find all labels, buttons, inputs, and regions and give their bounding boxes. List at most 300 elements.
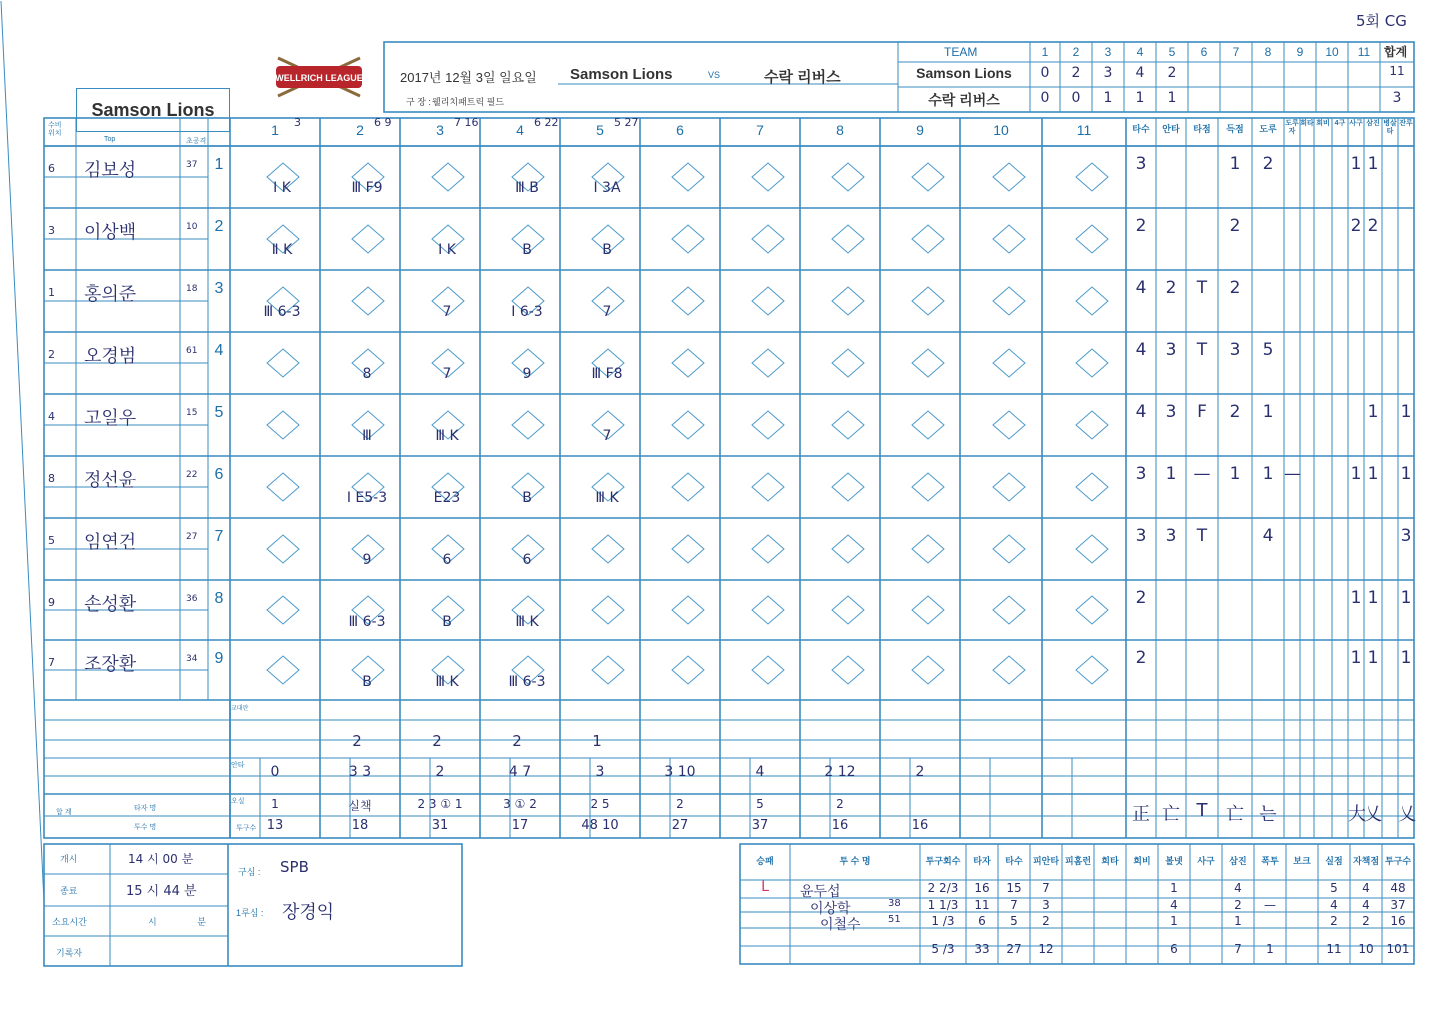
pitching-header: 승패 bbox=[756, 856, 774, 866]
inning-hits: 2 bbox=[915, 764, 925, 780]
play-mark: Ⅲ K bbox=[435, 428, 459, 444]
base-diamond bbox=[267, 411, 299, 439]
left-on-base: 2 bbox=[512, 732, 522, 750]
base-diamond bbox=[832, 163, 864, 191]
batter-position: 9 bbox=[48, 596, 55, 609]
sum-label: 합 계 bbox=[56, 809, 72, 816]
base-diamond bbox=[752, 349, 784, 377]
batter-position: 6 bbox=[48, 162, 55, 175]
base-diamond bbox=[672, 656, 704, 684]
play-mark: Ⅲ F9 bbox=[351, 180, 383, 196]
plate-umpire-label: 구심 : bbox=[238, 867, 261, 877]
linescore-inning-9: 9 bbox=[1296, 45, 1304, 59]
play-mark: Ⅲ B bbox=[515, 180, 539, 196]
inning-out-mark: 6 9 bbox=[374, 116, 392, 129]
pitcher-name: 이철수 bbox=[820, 917, 861, 933]
stat-header: 4구 bbox=[1334, 120, 1346, 127]
batter-number: 22 bbox=[186, 470, 198, 480]
linescore-total-2: 3 bbox=[1392, 90, 1402, 106]
inning-pitches: 27 bbox=[671, 818, 689, 833]
base-diamond bbox=[993, 411, 1025, 439]
play-mark: Ⅰ 3A bbox=[593, 180, 621, 196]
linescore-inning-3: 3 bbox=[1104, 45, 1112, 59]
base-diamond bbox=[267, 596, 299, 624]
stat-total: 乂 bbox=[1364, 804, 1382, 825]
base-diamond bbox=[832, 473, 864, 501]
stat-header: 사구 bbox=[1349, 120, 1363, 127]
pitcher-so: 7 bbox=[1234, 942, 1242, 956]
linescore-inning-11: 11 bbox=[1357, 45, 1371, 59]
batter-stat: T bbox=[1196, 278, 1208, 298]
pitcher-r: 4 bbox=[1330, 898, 1338, 912]
play-mark: 6 bbox=[442, 552, 452, 568]
stat-header: 잔루 bbox=[1399, 120, 1413, 127]
batter-stat: 3 bbox=[1165, 526, 1177, 546]
inning-header-2: 2 bbox=[356, 122, 364, 138]
base-diamond bbox=[672, 163, 704, 191]
batter-stat: 3 bbox=[1165, 402, 1177, 422]
inning-out-mark: 6 22 bbox=[534, 116, 559, 129]
stat-header: 안타 bbox=[1162, 124, 1180, 134]
base-diamond bbox=[832, 349, 864, 377]
base-diamond bbox=[752, 225, 784, 253]
inning-errors: 2 3 ① 1 bbox=[417, 797, 463, 811]
team2-name: 수락 리버스 bbox=[764, 69, 841, 86]
pitcher-ip: 1 1/3 bbox=[927, 898, 959, 912]
base-diamond bbox=[672, 225, 704, 253]
league-logo bbox=[272, 52, 366, 100]
batter-stat: 1 bbox=[1400, 402, 1412, 422]
batting-order: 4 bbox=[214, 342, 224, 359]
batter-stat: 4 bbox=[1135, 278, 1147, 298]
batter-stat: 1 bbox=[1367, 402, 1379, 422]
batter-stat: 2 bbox=[1135, 216, 1147, 236]
stadium-label: 구 장 : bbox=[406, 97, 431, 107]
batter-position: 4 bbox=[48, 410, 55, 423]
batter-name: 이상백 bbox=[84, 222, 137, 243]
batter-stat: 1 bbox=[1367, 464, 1379, 484]
batter-number: 34 bbox=[186, 654, 198, 664]
play-mark: Ⅱ K bbox=[271, 242, 293, 258]
batter-number: 37 bbox=[186, 160, 198, 170]
linescore-score: 2 bbox=[1071, 65, 1081, 81]
inning-pitches: 16 bbox=[831, 818, 849, 833]
base-diamond bbox=[912, 225, 944, 253]
batter-position: 8 bbox=[48, 472, 55, 485]
base-diamond bbox=[592, 535, 624, 563]
batter-stat: 1 bbox=[1367, 154, 1379, 174]
batter-name: 조장환 bbox=[84, 654, 137, 675]
inning-header-11: 11 bbox=[1076, 122, 1092, 138]
base-diamond bbox=[267, 535, 299, 563]
league-logo-text: WELLRICH LEAGUE bbox=[275, 73, 363, 83]
batter-position: 7 bbox=[48, 656, 55, 669]
base-diamond bbox=[752, 163, 784, 191]
base-diamond bbox=[267, 473, 299, 501]
replacement-label: 교대란 bbox=[231, 706, 249, 712]
inning-header-3: 3 bbox=[436, 122, 444, 138]
pitching-header: 볼넷 bbox=[1165, 856, 1183, 866]
stat-total: 亡 bbox=[1226, 804, 1244, 825]
base-diamond bbox=[912, 656, 944, 684]
linescore-inning-5: 5 bbox=[1168, 45, 1176, 59]
linescore-score: 1 bbox=[1167, 90, 1177, 106]
batter-stat: 2 bbox=[1350, 216, 1362, 236]
stat-total: 正 bbox=[1132, 804, 1150, 825]
pitching-header: 실점 bbox=[1325, 856, 1343, 866]
batter-stat: 1 bbox=[1400, 464, 1412, 484]
duration-value: 시 분 bbox=[148, 917, 206, 927]
inning-hits: 3 3 bbox=[348, 764, 372, 780]
play-mark: Ⅰ E5-3 bbox=[346, 490, 388, 506]
batter-stat: 1 bbox=[1165, 464, 1177, 484]
top-label: Top bbox=[104, 136, 116, 143]
batter-count-label: 타자 명 bbox=[134, 805, 157, 812]
batting-order: 7 bbox=[214, 528, 224, 545]
stat-header: 희비 bbox=[1316, 120, 1330, 127]
linescore-inning-2: 2 bbox=[1072, 45, 1080, 59]
base-diamond bbox=[993, 656, 1025, 684]
pitcher-np: 48 bbox=[1390, 881, 1406, 895]
base-diamond bbox=[752, 287, 784, 315]
pitcher-bb: 6 bbox=[1170, 942, 1178, 956]
pitcher-bf: 33 bbox=[974, 942, 990, 956]
pitcher-np: 37 bbox=[1390, 898, 1406, 912]
base-diamond bbox=[672, 411, 704, 439]
play-mark: 9 bbox=[522, 366, 532, 382]
stat-header: 도루 bbox=[1259, 124, 1277, 134]
base-diamond bbox=[672, 596, 704, 624]
linescore-total-header: 합계 bbox=[1384, 45, 1408, 59]
first-attack-label: 초공격 bbox=[186, 138, 207, 145]
base-diamond bbox=[752, 596, 784, 624]
base-diamond bbox=[352, 225, 384, 253]
batter-stat: 2 bbox=[1229, 216, 1241, 236]
stat-header: 득점 bbox=[1226, 124, 1244, 134]
pitcher-h: 12 bbox=[1038, 942, 1054, 956]
inning-errors: 3 ① 2 bbox=[503, 797, 537, 811]
inning-hits: 0 bbox=[270, 764, 280, 780]
inning-hits: 3 10 bbox=[664, 764, 696, 780]
pitcher-ip: 1 /3 bbox=[931, 914, 955, 928]
batter-stat: T bbox=[1196, 340, 1208, 360]
inning-header-4: 4 bbox=[516, 122, 524, 138]
pitches-label: 투구수 bbox=[236, 825, 257, 832]
game-date: 2017년 12월 3일 일요일 bbox=[400, 70, 537, 85]
pitching-header: 폭투 bbox=[1261, 856, 1279, 866]
batting-order: 1 bbox=[214, 156, 224, 173]
linescore-inning-8: 8 bbox=[1264, 45, 1272, 59]
pitcher-result: L bbox=[761, 879, 769, 895]
play-mark: Ⅲ K bbox=[595, 490, 619, 506]
base-diamond bbox=[993, 225, 1025, 253]
inning-hits: 4 bbox=[755, 764, 765, 780]
inning-header-7: 7 bbox=[756, 122, 764, 138]
batter-name: 김보성 bbox=[84, 160, 137, 181]
pitcher-name: 이상학 bbox=[810, 901, 851, 917]
pitcher-r: 5 bbox=[1330, 881, 1338, 895]
start-label: 개시 bbox=[60, 854, 78, 864]
base-diamond bbox=[912, 411, 944, 439]
batter-position: 3 bbox=[48, 224, 55, 237]
errors-label: 오실 bbox=[231, 798, 245, 805]
batter-number: 27 bbox=[186, 532, 198, 542]
play-mark: Ⅲ bbox=[362, 428, 372, 444]
recorder-label: 기록자 bbox=[56, 948, 83, 958]
batter-number: 61 bbox=[186, 346, 198, 356]
base-diamond bbox=[432, 163, 464, 191]
pitching-header: 타자 bbox=[973, 856, 991, 866]
play-mark: Ⅲ 6-3 bbox=[508, 674, 546, 690]
team-name-box bbox=[76, 88, 230, 132]
batter-stat: 1 bbox=[1400, 588, 1412, 608]
base-diamond bbox=[1076, 473, 1108, 501]
linescore-inning-10: 10 bbox=[1325, 45, 1339, 59]
batter-stat: — bbox=[1284, 464, 1301, 484]
pitcher-ab: 27 bbox=[1006, 942, 1022, 956]
pitcher-ab: 15 bbox=[1006, 881, 1022, 895]
pitcher-h: 7 bbox=[1042, 881, 1050, 895]
play-mark: E23 bbox=[433, 490, 461, 506]
linescore-score: 3 bbox=[1103, 65, 1113, 81]
base-diamond bbox=[832, 225, 864, 253]
vs-label: VS bbox=[708, 70, 721, 80]
pitching-header: 타수 bbox=[1005, 856, 1023, 866]
inning-errors: 5 bbox=[756, 797, 764, 811]
batting-order: 5 bbox=[214, 404, 224, 421]
play-mark: 7 bbox=[442, 366, 452, 382]
inning-errors: 2 5 bbox=[590, 797, 610, 811]
pitcher-count-label: 투수 명 bbox=[134, 824, 157, 831]
pitcher-bf: 6 bbox=[978, 914, 986, 928]
base-diamond bbox=[993, 535, 1025, 563]
play-mark: B bbox=[362, 674, 372, 690]
batter-number: 10 bbox=[186, 222, 198, 232]
pitcher-ip: 2 2/3 bbox=[927, 881, 959, 895]
pitcher-bf: 11 bbox=[974, 898, 990, 912]
batter-stat: 3 bbox=[1135, 154, 1147, 174]
batter-stat: 2 bbox=[1165, 278, 1177, 298]
pitcher-bb: 1 bbox=[1170, 881, 1178, 895]
pitcher-ab: 5 bbox=[1010, 914, 1018, 928]
inning-pitches: 48 10 bbox=[581, 818, 619, 833]
batting-order: 6 bbox=[214, 466, 224, 483]
base-diamond bbox=[267, 349, 299, 377]
base-diamond bbox=[752, 656, 784, 684]
batter-stat: 1 bbox=[1367, 588, 1379, 608]
linescore-inning-4: 4 bbox=[1136, 45, 1144, 59]
pos-header: 수비 위치 bbox=[48, 122, 62, 137]
base-diamond bbox=[672, 473, 704, 501]
batter-position: 2 bbox=[48, 348, 55, 361]
stat-total: 乂 bbox=[1398, 804, 1416, 825]
stat-header: 병살타 bbox=[1383, 120, 1397, 135]
stat-header: 타점 bbox=[1193, 124, 1211, 134]
inning-pitches: 13 bbox=[266, 818, 284, 833]
play-mark: 9 bbox=[362, 552, 372, 568]
end-time: 15 시 44 분 bbox=[126, 884, 197, 899]
linescore-team-1: Samson Lions bbox=[916, 65, 1012, 81]
play-mark: Ⅲ K bbox=[435, 674, 459, 690]
play-mark: 7 bbox=[602, 428, 612, 444]
pitcher-ab: 7 bbox=[1010, 898, 1018, 912]
pitching-header: 희타 bbox=[1101, 856, 1119, 866]
inning-header-1: 1 bbox=[271, 122, 279, 138]
batter-stat: 1 bbox=[1367, 648, 1379, 668]
stat-header: 삼진 bbox=[1366, 120, 1380, 127]
inning-pitches: 37 bbox=[751, 818, 769, 833]
batter-stat: 4 bbox=[1135, 402, 1147, 422]
linescore-inning-7: 7 bbox=[1232, 45, 1240, 59]
base-diamond bbox=[912, 535, 944, 563]
pitcher-np: 101 bbox=[1386, 942, 1410, 956]
pitching-header: 삼진 bbox=[1229, 856, 1247, 866]
first-umpire-label: 1루심 : bbox=[236, 908, 264, 918]
pitcher-r: 11 bbox=[1326, 942, 1342, 956]
linescore-score: 4 bbox=[1135, 65, 1145, 81]
pitcher-number: 38 bbox=[888, 898, 901, 909]
pitcher-er: 4 bbox=[1362, 898, 1370, 912]
inning-pitches: 17 bbox=[511, 818, 529, 833]
batter-name: 정선윤 bbox=[84, 470, 137, 491]
base-diamond bbox=[912, 473, 944, 501]
base-diamond bbox=[832, 656, 864, 684]
stat-header: 도루자 bbox=[1285, 120, 1299, 135]
batter-position: 1 bbox=[48, 286, 55, 299]
corner-note: 5회 CG bbox=[1356, 12, 1407, 30]
batting-order: 9 bbox=[214, 650, 224, 667]
play-mark: Ⅲ 6-3 bbox=[348, 614, 386, 630]
batter-stat: 1 bbox=[1350, 648, 1362, 668]
play-mark: B bbox=[442, 614, 452, 630]
play-mark: B bbox=[522, 490, 532, 506]
pitching-header: 사구 bbox=[1197, 856, 1215, 866]
batter-stat: 3 bbox=[1229, 340, 1241, 360]
linescore-score: 0 bbox=[1040, 65, 1050, 81]
base-diamond bbox=[512, 411, 544, 439]
base-diamond bbox=[592, 656, 624, 684]
inning-header-9: 9 bbox=[916, 122, 924, 138]
left-on-base: 2 bbox=[432, 732, 442, 750]
pitcher-number: 51 bbox=[888, 914, 901, 925]
stat-total: T bbox=[1196, 800, 1208, 821]
base-diamond bbox=[752, 473, 784, 501]
pitching-header: 투 수 명 bbox=[839, 856, 871, 866]
inning-pitches: 31 bbox=[431, 818, 449, 833]
inning-pitches: 16 bbox=[911, 818, 929, 833]
pitcher-wp: — bbox=[1264, 898, 1276, 912]
inning-errors: 실책 bbox=[348, 799, 372, 813]
inning-header-5: 5 bbox=[596, 122, 604, 138]
linescore-team-header: TEAM bbox=[944, 45, 978, 59]
pitching-header: 보크 bbox=[1293, 856, 1311, 866]
stat-header: 희타 bbox=[1300, 120, 1314, 127]
base-diamond bbox=[912, 596, 944, 624]
base-diamond bbox=[352, 287, 384, 315]
pitcher-er: 4 bbox=[1362, 881, 1370, 895]
inning-header-6: 6 bbox=[676, 122, 684, 138]
batter-stat: 3 bbox=[1165, 340, 1177, 360]
batter-number: 15 bbox=[186, 408, 198, 418]
play-mark: Ⅰ K bbox=[438, 242, 456, 258]
play-mark: B bbox=[602, 242, 612, 258]
pitcher-so: 4 bbox=[1234, 881, 1242, 895]
play-mark: Ⅲ F8 bbox=[591, 366, 623, 382]
inning-hits: 4 7 bbox=[508, 764, 532, 780]
base-diamond bbox=[912, 287, 944, 315]
start-time: 14 시 00 분 bbox=[128, 852, 194, 866]
base-diamond bbox=[672, 535, 704, 563]
base-diamond bbox=[832, 287, 864, 315]
pitcher-er: 10 bbox=[1358, 942, 1374, 956]
play-mark: 7 bbox=[442, 304, 452, 320]
linescore-score: 1 bbox=[1135, 90, 1145, 106]
inning-out-mark: 7 16 bbox=[454, 116, 479, 129]
base-diamond bbox=[832, 411, 864, 439]
batter-stat: 2 bbox=[1135, 648, 1147, 668]
batter-stat: 2 bbox=[1262, 154, 1274, 174]
batter-stat: 3 bbox=[1135, 526, 1147, 546]
batter-number: 36 bbox=[186, 594, 198, 604]
batter-stat: 1 bbox=[1262, 402, 1274, 422]
batter-name: 고일우 bbox=[84, 408, 137, 429]
play-mark: Ⅲ 6-3 bbox=[263, 304, 301, 320]
batter-stat: 4 bbox=[1135, 340, 1147, 360]
play-mark: B bbox=[522, 242, 532, 258]
linescore-inning-6: 6 bbox=[1200, 45, 1208, 59]
pitching-header: 피홈런 bbox=[1064, 856, 1092, 866]
base-diamond bbox=[912, 349, 944, 377]
batter-stat: 3 bbox=[1400, 526, 1412, 546]
batter-stat: — bbox=[1193, 464, 1211, 484]
batter-stat: 1 bbox=[1229, 464, 1241, 484]
inning-hits: 2 bbox=[435, 764, 445, 780]
duration-label: 소요시간 bbox=[52, 917, 87, 927]
left-on-base: 1 bbox=[592, 732, 602, 750]
linescore-score: 0 bbox=[1040, 90, 1050, 106]
batter-stat: 5 bbox=[1262, 340, 1274, 360]
base-diamond bbox=[993, 287, 1025, 315]
batter-stat: T bbox=[1196, 526, 1208, 546]
pitching-header: 투구회수 bbox=[925, 856, 961, 866]
inning-errors: 1 bbox=[271, 797, 279, 811]
inning-out-mark: 5 27 bbox=[614, 116, 639, 129]
base-diamond bbox=[1076, 349, 1108, 377]
base-diamond bbox=[1076, 535, 1108, 563]
batter-name: 홍의준 bbox=[84, 284, 137, 305]
play-mark: 7 bbox=[602, 304, 612, 320]
batter-stat: 1 bbox=[1350, 464, 1362, 484]
linescore-score: 1 bbox=[1103, 90, 1113, 106]
pitcher-h: 2 bbox=[1042, 914, 1050, 928]
base-diamond bbox=[1076, 656, 1108, 684]
batter-stat: 2 bbox=[1229, 278, 1241, 298]
pitcher-er: 2 bbox=[1362, 914, 1370, 928]
base-diamond bbox=[1076, 596, 1108, 624]
base-diamond bbox=[832, 535, 864, 563]
batter-stat: 1 bbox=[1400, 648, 1412, 668]
base-diamond bbox=[832, 596, 864, 624]
stat-header: 타수 bbox=[1132, 124, 1150, 134]
linescore-score: 0 bbox=[1071, 90, 1081, 106]
batter-number: 18 bbox=[186, 284, 198, 294]
stat-total: 亡 bbox=[1162, 804, 1180, 825]
pitcher-so: 2 bbox=[1234, 898, 1242, 912]
pitching-header: 자책점 bbox=[1352, 856, 1380, 866]
play-mark: 8 bbox=[362, 366, 372, 382]
team1-name: Samson Lions bbox=[570, 66, 673, 83]
batting-order: 3 bbox=[214, 280, 224, 297]
